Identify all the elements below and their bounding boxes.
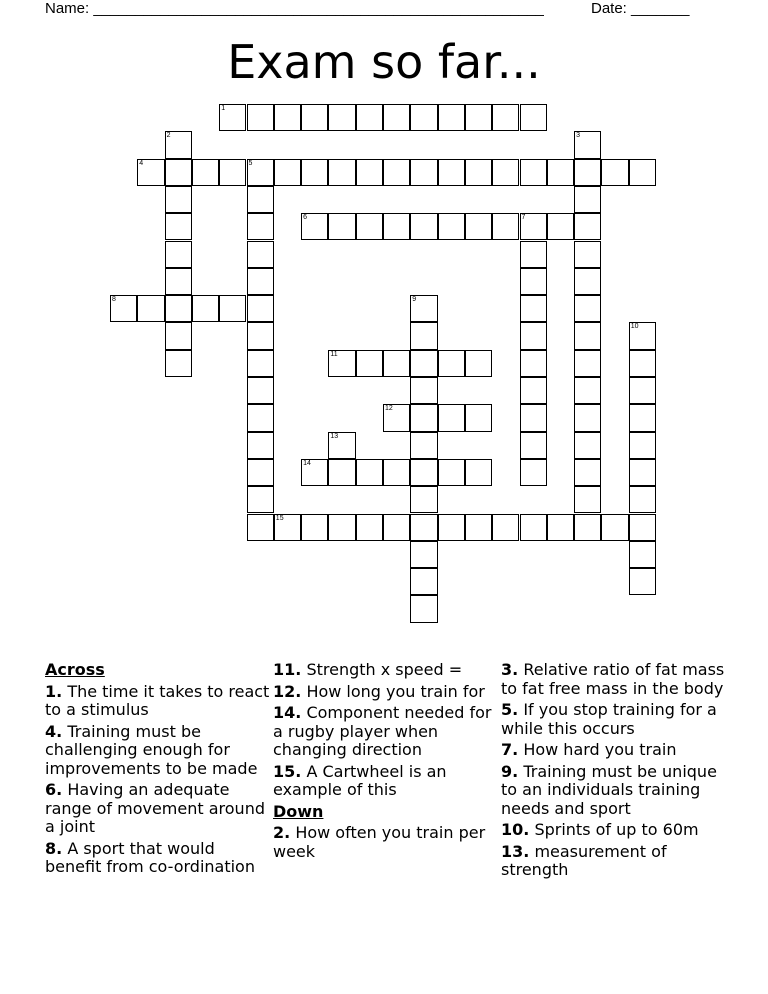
grid-cell[interactable] [629,432,656,459]
grid-cell[interactable] [438,350,465,377]
grid-cell[interactable] [520,350,547,377]
name-field-label: Name: ______________________________________________________ [45,0,544,17]
grid-cell[interactable] [601,159,628,186]
grid-cell[interactable] [410,486,437,513]
grid-cell[interactable] [383,350,410,377]
grid-cell[interactable] [328,350,355,377]
grid-cell[interactable] [247,459,274,486]
grid-cell[interactable] [247,350,274,377]
grid-cell[interactable] [520,459,547,486]
grid-cell[interactable] [629,486,656,513]
grid-cell[interactable] [410,377,437,404]
grid-cell[interactable] [520,213,547,240]
grid-cell[interactable] [629,541,656,568]
grid-cell[interactable] [301,104,328,131]
grid-cell[interactable] [219,104,246,131]
grid-cell[interactable] [247,404,274,431]
grid-cell[interactable] [219,159,246,186]
date-field-label: Date: _______ [591,0,690,17]
grid-cell[interactable] [247,486,274,513]
grid-cell[interactable] [410,514,437,541]
grid-cell[interactable] [328,159,355,186]
down-heading: Down [273,801,324,821]
clues-column-2 [273,661,498,864]
grid-cell[interactable] [520,404,547,431]
grid-cell[interactable] [328,459,355,486]
grid-cell[interactable] [165,186,192,213]
grid-cell[interactable] [328,432,355,459]
grid-cell[interactable] [165,295,192,322]
clue-down-13: 13. measurement of strength [501,841,667,879]
grid-cell[interactable] [383,514,410,541]
grid-cell[interactable] [328,213,355,240]
clue-down-9: 9. Training must be unique to an individuals training needs and sport [501,761,717,818]
grid-cell[interactable] [165,241,192,268]
grid-cell[interactable] [301,213,328,240]
grid-cell[interactable] [410,159,437,186]
clue-across-6: 6. Having an adequate range of movement around a joint [45,780,265,836]
grid-cell[interactable] [629,459,656,486]
grid-cell[interactable] [492,213,519,240]
clue-down-2: 2. How often you train per week [273,823,486,861]
grid-cell[interactable] [137,159,164,186]
grid-cell[interactable] [492,159,519,186]
grid-cell[interactable] [520,159,547,186]
grid-cell[interactable] [520,514,547,541]
grid-cell[interactable] [383,404,410,431]
grid-cell[interactable] [574,186,601,213]
grid-cell[interactable] [465,104,492,131]
grid-cell[interactable] [629,514,656,541]
grid-cell[interactable] [137,295,164,322]
grid-cell[interactable] [410,350,437,377]
grid-cell[interactable] [410,432,437,459]
grid-cell[interactable] [247,322,274,349]
grid-cell[interactable] [520,268,547,295]
clue-across-14: 14. Component needed for a rugby player when changing direction [273,703,492,759]
clue-down-7: 7. How hard you train [501,740,677,759]
grid-cell[interactable] [410,404,437,431]
cell-number: 12 [385,405,393,413]
grid-cell[interactable] [301,514,328,541]
cell-number: 10 [630,323,639,331]
grid-cell[interactable] [438,404,465,431]
grid-cell[interactable] [629,350,656,377]
grid-cell[interactable] [356,350,383,377]
grid-cell[interactable] [410,541,437,568]
clue-down-5: 5. If you stop training for a while this occurs [501,700,717,738]
grid-cell[interactable] [274,104,301,131]
clues-column-3 [501,661,726,883]
grid-cell[interactable] [356,104,383,131]
grid-cell[interactable] [247,514,274,541]
grid-cell[interactable] [465,213,492,240]
cell-number: 11 [330,350,338,358]
grid-cell[interactable] [574,322,601,349]
grid-cell[interactable] [356,213,383,240]
grid-cell[interactable] [629,322,656,349]
grid-cell[interactable] [410,213,437,240]
cell-number: 1 [221,105,226,112]
cell-number: 5 [248,159,253,167]
grid-cell[interactable] [520,432,547,459]
grid-cell[interactable] [465,459,492,486]
grid-cell[interactable] [247,295,274,322]
grid-cell[interactable] [547,159,574,186]
grid-cell[interactable] [219,295,246,322]
cell-number: 2 [166,132,171,140]
grid-cell[interactable] [247,213,274,240]
grid-cell[interactable] [629,404,656,431]
grid-cell[interactable] [383,213,410,240]
grid-cell[interactable] [165,159,192,186]
cell-number: 8 [112,296,116,304]
grid-cell[interactable] [192,295,219,322]
grid-cell[interactable] [356,459,383,486]
grid-cell[interactable] [383,459,410,486]
grid-cell[interactable] [574,159,601,186]
grid-cell[interactable] [520,377,547,404]
grid-cell[interactable] [410,322,437,349]
clues-column-1 [45,661,270,880]
grid-cell[interactable] [274,514,301,541]
grid-cell[interactable] [192,159,219,186]
cell-number: 6 [303,214,307,222]
grid-cell[interactable] [410,459,437,486]
grid-cell[interactable] [574,404,601,431]
clue-across-1: 1. The time it takes to react to a stimulus [45,681,270,719]
clue-down-3: 3. Relative ratio of fat mass to fat free mass in the body [501,660,725,698]
grid-cell[interactable] [301,159,328,186]
grid-cell[interactable] [247,241,274,268]
grid-cell[interactable] [247,104,274,131]
grid-cell[interactable] [328,514,355,541]
grid-cell[interactable] [574,432,601,459]
grid-cell[interactable] [574,350,601,377]
grid-cell[interactable] [165,350,192,377]
grid-cell[interactable] [574,131,601,158]
grid-cell[interactable] [247,377,274,404]
grid-cell[interactable] [165,322,192,349]
grid-cell[interactable] [110,295,137,322]
grid-cell[interactable] [520,104,547,131]
cell-number: 14 [303,459,311,467]
grid-cell[interactable] [274,159,301,186]
clue-down-10: 10. Sprints of up to 60m [501,820,699,839]
grid-cell[interactable] [383,104,410,131]
grid-cell[interactable] [301,459,328,486]
grid-cell[interactable] [165,131,192,158]
grid-cell[interactable] [356,514,383,541]
clue-across-12: 12. How long you train for [273,681,485,701]
grid-cell[interactable] [165,268,192,295]
grid-cell[interactable] [601,514,628,541]
grid-cell[interactable] [438,514,465,541]
grid-cell[interactable] [247,186,274,213]
clue-across-4: 4. Training must be challenging enough for improvements to be made [45,721,258,778]
grid-cell[interactable] [328,104,355,131]
grid-cell[interactable] [547,514,574,541]
grid-cell[interactable] [520,322,547,349]
grid-cell[interactable] [247,159,274,186]
grid-cell[interactable] [574,268,601,295]
grid-cell[interactable] [465,159,492,186]
grid-cell[interactable] [247,432,274,459]
grid-cell[interactable] [574,459,601,486]
cell-number: 13 [330,432,339,440]
grid-cell[interactable] [438,213,465,240]
grid-cell[interactable] [410,595,437,622]
grid-cell[interactable] [629,159,656,186]
grid-cell[interactable] [356,159,383,186]
grid-cell[interactable] [574,213,601,240]
grid-cell[interactable] [438,159,465,186]
grid-cell[interactable] [629,377,656,404]
grid-cell[interactable] [574,241,601,268]
cell-number: 15 [275,514,284,522]
grid-cell[interactable] [574,377,601,404]
grid-cell[interactable] [547,213,574,240]
grid-cell[interactable] [574,486,601,513]
cell-number: 7 [521,214,526,222]
clue-across-8: 8. A sport that would benefit from co-ordination [45,838,255,876]
grid-cell[interactable] [438,459,465,486]
grid-cell[interactable] [520,241,547,268]
grid-cell[interactable] [574,514,601,541]
cell-number: 4 [139,159,144,167]
grid-cell[interactable] [410,295,437,322]
grid-cell[interactable] [492,104,519,131]
cell-number: 3 [576,132,580,140]
grid-cell[interactable] [247,268,274,295]
grid-cell[interactable] [410,104,437,131]
cell-number: 9 [412,296,417,304]
grid-cell[interactable] [492,514,519,541]
grid-cell[interactable] [165,213,192,240]
grid-cell[interactable] [438,104,465,131]
page-title: Exam so far... [227,35,541,89]
across-heading: Across [45,660,105,679]
grid-cell[interactable] [520,295,547,322]
grid-cell[interactable] [465,514,492,541]
grid-cell[interactable] [383,159,410,186]
grid-cell[interactable] [574,295,601,322]
grid-cell[interactable] [465,404,492,431]
grid-cell[interactable] [465,350,492,377]
clue-across-11: 11. Strength x speed = [273,660,463,679]
clue-across-15: 15. A Cartwheel is an example of this [273,761,447,799]
grid-cell[interactable] [629,568,656,595]
grid-cell[interactable] [410,568,437,595]
